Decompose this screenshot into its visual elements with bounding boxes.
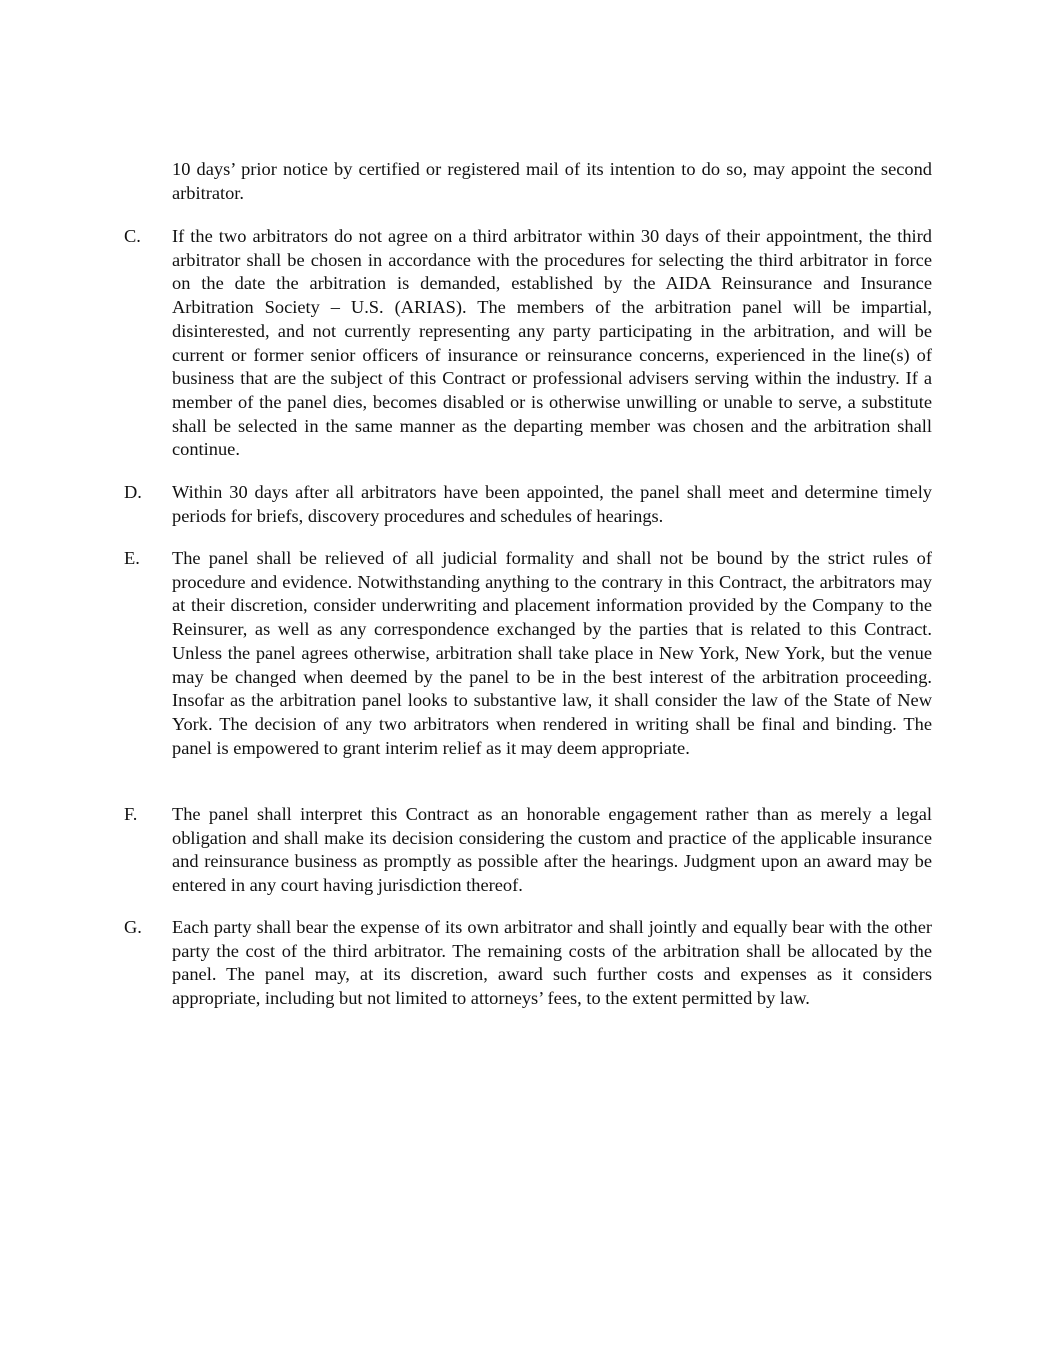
paragraph-g [124, 916, 932, 1011]
paragraph-e [124, 547, 932, 760]
paragraph-text: Within 30 days after all arbitrators have been appointed, the panel shall meet and determine timely periods for briefs, discovery procedures and schedules of hearings. [172, 482, 932, 526]
paragraph-text: If the two arbitrators do not agree on a third arbitrator within 30 days of their appointment, the third arbitrator shall be chosen in accordance with the procedures for selecting the third arbitrator in force on the date the arbitration is demanded, established by the AIDA Reinsurance and Insurance Arbitration Society – U.S. (ARIAS). The members of the arbitration panel will be impartial, disinterested, and not currently representing any party participating in the arbitration, and will be current or former senior officers of insurance or reinsurance concerns, experienced in the line(s) of business that are the subject of this Contract or professional advisers serving within the industry. If a member of the panel dies, becomes disabled or is otherwise unwilling or unable to serve, a substitute shall be selected in the same manner as the departing member was chosen and the arbitration shall continue. [172, 226, 932, 460]
paragraph-label: C. [124, 226, 141, 246]
paragraph-label: D. [124, 482, 142, 502]
paragraph-d [124, 481, 932, 528]
paragraph-label: F. [124, 804, 138, 824]
paragraph-text: The panel shall be relieved of all judicial formality and shall not be bound by the strict rules of procedure and evidence. Notwithstanding anything to the contrary in this Contract, the arbitrators may at their discretion, consider underwriting and placement information provided by the Company to the Reinsurer, as well as any correspondence exchanged by the parties that is related to this Contract. Unless the panel agrees otherwise, arbitration shall take place in New York, New York, but the venue may be changed when deemed by the panel to be in the best interest of the arbitration proceeding. Insofar as the arbitration panel looks to substantive law, it shall consider the law of the State of New York. The decision of any two arbitrators when rendered in writing shall be final and binding. The panel is empowered to grant interim relief as it may deem appropriate. [172, 548, 932, 758]
continuation-paragraph: 10 days’ prior notice by certified or registered mail of its intention to do so, may appoint the second arbitrator. [172, 159, 932, 203]
paragraph-label: E. [124, 548, 140, 568]
paragraph-label: G. [124, 917, 142, 937]
paragraph-c [124, 225, 932, 462]
paragraph-f [124, 803, 932, 898]
paragraph-text: Each party shall bear the expense of its own arbitrator and shall jointly and equally bear with the other party the cost of the third arbitrator. The remaining costs of the arbitration shall be allocated by the panel. The panel may, at its discretion, award such further costs and expenses as it considers appropriate, including but not limited to attorneys’ fees, to the extent permitted by law. [172, 917, 932, 1009]
paragraph-text: The panel shall interpret this Contract as an honorable engagement rather than as merely a legal obligation and shall make its decision considering the custom and practice of the applicable insurance and reinsurance business as promptly as possible after the hearings. Judgment upon an award may be entered in any court having jurisdiction thereof. [172, 804, 932, 896]
